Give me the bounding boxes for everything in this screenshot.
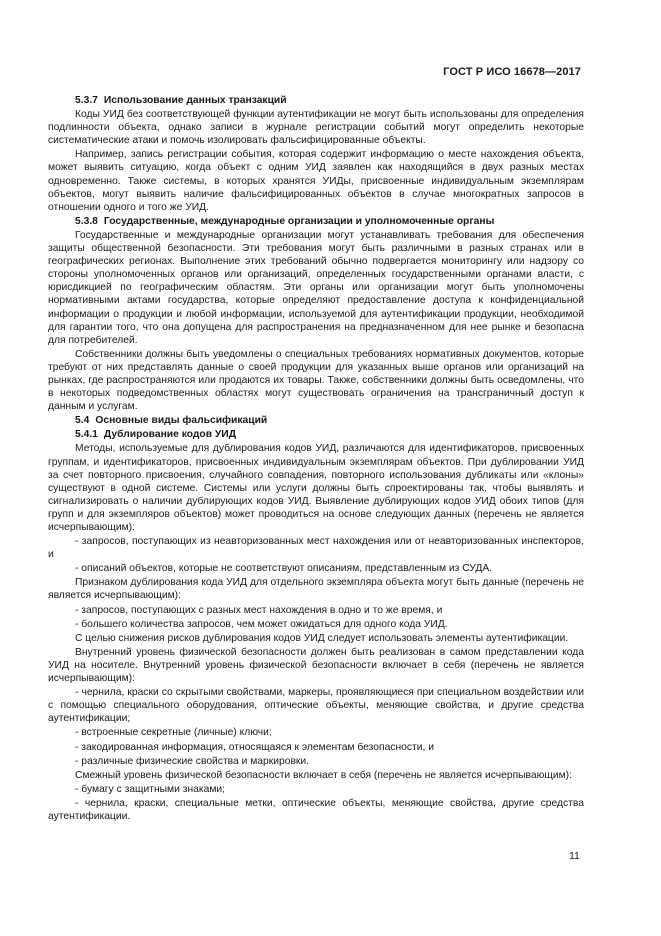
section-heading — [75, 414, 584, 427]
section-title: Основные виды фальсификаций — [95, 415, 268, 427]
list-item: - запросов, поступающих из неавторизованных мест нахождения или от неавторизованных инспекторов, и — [48, 536, 584, 561]
paragraph: Например, запись регистрации события, которая содержит информацию о месте нахождения объекта, может выявить ситуацию, когда объект с одним УИД заявлен как находящийся в двух разных местах одновременно. Также системы, в которых хранятся УИДы, присвоенные индивидуальным экземплярам объектов, могут выявить наличие фальсифицированных объектов в случае многократных запросов в отношении одного и того же УИД. — [48, 149, 584, 213]
paragraph: Признаком дублирования кода УИД для отдельного экземпляра объекта могут быть данные (перечень не является исчерпывающим): — [48, 577, 584, 602]
section-heading — [75, 428, 584, 441]
page-number: 11 — [569, 850, 580, 862]
section-number: 5.4.1 — [75, 429, 98, 441]
list-item: - различные физические свойства и маркировки. — [75, 755, 310, 767]
section-number: 5.3.8 — [75, 215, 98, 227]
list-item: - запросов, поступающих с разных мест нахождения в одно и то же время, и — [75, 604, 443, 616]
section-number: 5.3.7 — [75, 95, 98, 106]
list-item: - бумагу с защитными знаками; — [75, 783, 226, 795]
paragraph: С целью снижения рисков дублирования кодов УИД следует использовать элементы аутентификации. — [75, 632, 569, 644]
page-header: ГОСТ Р ИСО 16678—2017 — [443, 66, 581, 78]
paragraph: Смежный уровень физической безопасности включает в себя (перечень не является исчерпывающим): — [75, 769, 572, 781]
section-heading — [75, 94, 584, 107]
list-item: - большего количества запросов, чем может ожидаться для одного кода УИД. — [75, 618, 448, 630]
paragraph: Государственные и международные организации могут устанавливать требования для обеспечения защиты общественной безопасности. Эти требования могут быть различными в разных странах или в географических регионах. Выполнение этих требований обычно подвергается мониторингу или надзору со стороны уполномоченных органов или организаций, определенных государственными органами власти, с юрисдикцией по географическим областям. Эти органы или организации могут быть уполномочены нормативными актами государства, которые определяют предоставление доступа к конфиденциальной информации о продукции и любой информации, используемой для аутентификации продукции, необходимой для гарантии того, что она допущена для распространения на предназначенном для нее рынке и безопасна для потребителей. — [48, 229, 584, 346]
section-number: 5.4 — [75, 415, 90, 427]
paragraph: Методы, используемые для дублирования кодов УИД, различаются для идентификаторов, присвоенных группам, и идентификаторов, присвоенных индивидуальным экземплярам объектов. При дублировании УИД за счет повторного присвоения, случайного совпадения, повторного использования дубликаты или «клоны» существуют в одной системе. Системы или услуги должны быть спроектированы так, чтобы выявлять и сигнализировать о наличии дублирующих кодов УИД. Выявление дублирующих кодов УИД обоих типов (для групп и для экземпляров объектов) может проводиться на основе следующих данных (перечень не является исчерпывающим): — [48, 443, 584, 533]
list-item: - встроенные секретные (личные) ключи; — [75, 727, 272, 739]
paragraph: Собственники должны быть уведомлены о специальных требованиях нормативных документов, которые требуют от них представлять данные о своей продукции для указанных выше органов или организаций на рынках, где распространяются или продаются их товары. Также, собственники должны быть осведомлены, что в некоторых подведомственных областях могут существовать ограничения на трансграничный доступ к данным и услугам. — [48, 348, 584, 413]
paragraph: Внутренний уровень физической безопасности должен быть реализован в самом представлении кода УИД на носителе. Внутренний уровень физической безопасности включает в себя (перечень не является исчерпывающим): — [48, 646, 584, 685]
section-title: Использование данных транзакций — [103, 95, 287, 106]
list-item: - закодированная информация, относящаяся к элементам безопасности, и — [75, 741, 434, 753]
section-title: Государственные, международные организации и уполномоченные органы — [103, 215, 495, 227]
paragraph: Коды УИД без соответствующей функции аутентификации не могут быть использованы для определения подлинности объекта, однако записи в журнале регистрации событий могут определить некоторые систематические атаки и помочь изолировать фальсифицированные объекты. — [48, 109, 584, 147]
list-item: - чернила, краски со скрытыми свойствами, маркеры, проявляющиеся при специальном воздействии или с помощью специального оборудования, оптические объекты, меняющие свойства, и другие средства аутентификации; — [48, 687, 584, 725]
list-item: - чернила, краски, специальные метки, оптические объекты, меняющие свойства, другие средства аутентификации. — [48, 797, 584, 822]
section-title: Дублирование кодов УИД — [103, 429, 237, 441]
list-item: - описаний объектов, которые не соответствуют описаниям, представленным из СУДА. — [75, 563, 493, 575]
document-body — [48, 94, 584, 824]
section-heading — [75, 215, 584, 228]
